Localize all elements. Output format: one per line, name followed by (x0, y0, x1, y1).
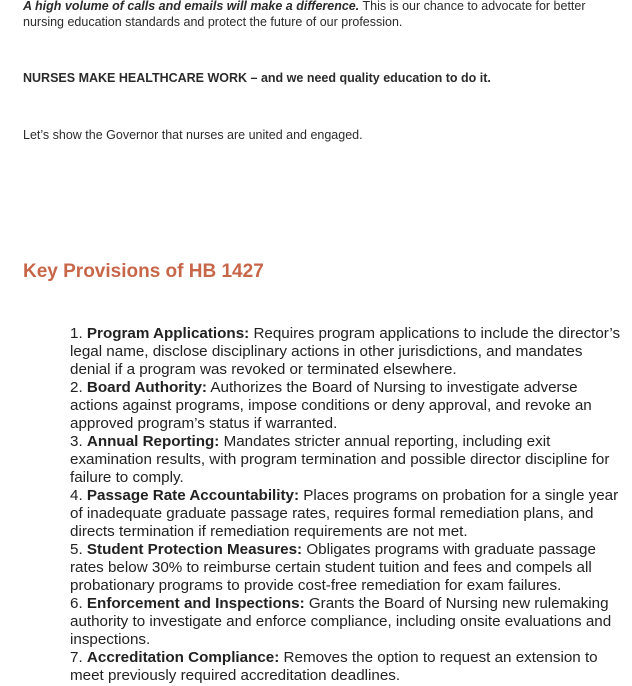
provision-title: Board Authority: (86, 379, 207, 396)
provision-item (70, 595, 626, 649)
provisions-list (70, 325, 626, 685)
provision-item (70, 379, 626, 433)
provision-text: Mandates stricter annual reporting, including exit examination results, with program termination and possible director discipline for failure to comply. (70, 433, 610, 486)
provision-title: Student Protection Measures: (86, 541, 303, 558)
provision-text: Requires program applications to include the director’s legal name, disclose disciplinary actions in other jurisdictions, and mandates denial if a program was revoked or terminated elsewhere. (70, 325, 621, 378)
intro-text: This is our chance to advocate for better nursing education standards and protect the future of our profession. (23, 0, 586, 29)
provision-item (70, 487, 626, 541)
provision-item (70, 325, 626, 379)
provision-number: 7. (70, 649, 83, 666)
provision-text: Obligates programs with graduate passage rates below 30% to reimburse certain student tuition and fees and compels all probationary programs to provide cost-free remediation for exam failures. (70, 541, 596, 594)
provision-title: Annual Reporting: (86, 433, 220, 450)
provision-text: Removes the option to request an extension to meet previously required accreditation deadlines. (70, 649, 598, 684)
provision-number: 4. (70, 487, 83, 504)
provision-number: 5. (70, 541, 83, 558)
provision-text: Places programs on probation for a single year of inadequate graduate passage rates, requires formal remediation plans, and directs termination if remediation requirements are not met. (70, 487, 619, 540)
provision-title: Enforcement and Inspections: (86, 595, 305, 612)
provision-number: 1. (70, 325, 83, 342)
provision-text: Grants the Board of Nursing new rulemaking authority to investigate and enforce compliance, including onsite evaluations and inspections. (70, 595, 612, 648)
section-heading: Key Provisions of HB 1427 (23, 261, 264, 282)
provision-number: 3. (70, 433, 83, 450)
provision-number: 2. (70, 379, 83, 396)
provision-title: Passage Rate Accountability: (86, 487, 300, 504)
callout-text: Let’s show the Governor that nurses are united and engaged. (23, 128, 363, 142)
provision-title: Accreditation Compliance: (86, 649, 280, 666)
provision-item (70, 541, 626, 595)
provision-title: Program Applications: (86, 325, 250, 342)
provision-text: Authorizes the Board of Nursing to investigate adverse actions against programs, impose conditions or deny approval, and revoke an approved program’s status if warranted. (70, 379, 592, 432)
tagline: NURSES MAKE HEALTHCARE WORK – and we need quality education to do it. (23, 71, 491, 85)
provision-item (70, 433, 626, 487)
intro-paragraph (23, 0, 623, 30)
intro-lead: A high volume of calls and emails will make a difference. (23, 0, 360, 13)
provision-number: 6. (70, 595, 83, 612)
provision-item (70, 649, 626, 685)
